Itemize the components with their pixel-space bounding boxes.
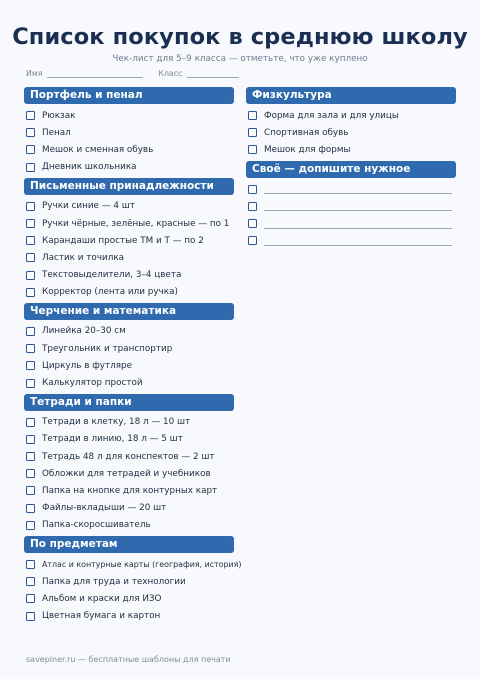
- checklist-item-label: Файлы-вкладыши — 20 шт: [42, 503, 167, 514]
- checklist-item-label: Калькулятор простой: [42, 378, 143, 389]
- checkbox[interactable]: [26, 521, 35, 530]
- checklist-item: [24, 323, 234, 340]
- checkbox[interactable]: [26, 435, 35, 444]
- right-column: [246, 87, 456, 251]
- sections_left-section-2: [24, 303, 234, 394]
- checkbox[interactable]: [26, 418, 35, 427]
- checkbox[interactable]: [26, 452, 35, 461]
- checkbox[interactable]: [26, 163, 35, 172]
- section-heading: Физкультура: [246, 87, 456, 104]
- sections_right-section-1: [246, 161, 456, 252]
- checkbox[interactable]: [26, 288, 35, 297]
- checklist-item-label: Карандаши простые ТМ и Т — по 2: [42, 235, 204, 246]
- checklist-item: [24, 141, 234, 158]
- checklist-item: [24, 232, 234, 249]
- sections_left-section-4: [24, 536, 242, 627]
- footer-note: savepiner.ru — бесплатные шаблоны для печати: [26, 655, 231, 664]
- checklist-item-label: Тетради в клетку, 18 л — 10 шт: [42, 417, 191, 428]
- checklist-item: [24, 556, 242, 573]
- checklist-item: [24, 590, 234, 607]
- blank-checklist-item: [246, 215, 456, 232]
- checkbox[interactable]: [26, 486, 35, 495]
- checkbox[interactable]: [248, 111, 257, 120]
- name-class-fields: [26, 69, 239, 78]
- checklist-item-label: Корректор (лента или ручка): [42, 287, 178, 298]
- checklist-item-label: Мешок и сменная обувь: [42, 144, 154, 155]
- checkbox[interactable]: [26, 344, 35, 353]
- checkbox[interactable]: [26, 219, 35, 228]
- section-heading: Черчение и математика: [24, 303, 234, 320]
- write-in-line[interactable]: [264, 201, 452, 211]
- checklist-item: [24, 448, 234, 465]
- checklist-item: [24, 284, 234, 301]
- checklist-item: [246, 107, 456, 124]
- checklist-item: [24, 500, 234, 517]
- checklist-item: [246, 141, 456, 158]
- checklist-item-label: Папка-скоросшиватель: [42, 520, 151, 531]
- checklist-item-label: Папка для труда и технологии: [42, 576, 186, 587]
- checklist-item: [24, 159, 234, 176]
- blank-checklist-item: [246, 198, 456, 215]
- checklist-item-label: Форма для зала и для улицы: [264, 110, 399, 121]
- checkbox[interactable]: [26, 128, 35, 137]
- page-subtitle: Чек-лист для 5–9 класса — отметьте, что уже куплено: [112, 54, 368, 64]
- section-heading: По предметам: [24, 536, 234, 553]
- checklist-item-label: Дневник школьника: [42, 162, 137, 173]
- checklist-item-label: Мешок для формы: [264, 144, 351, 155]
- checklist-item-label: Текстовыделители, 3–4 цвета: [42, 270, 182, 281]
- checklist-item: [24, 215, 234, 232]
- checklist-item-label: Пенал: [42, 127, 71, 138]
- sections_right-section-0: [246, 87, 456, 161]
- sections_left-section-0: [24, 87, 234, 178]
- blank-checklist-item: [246, 232, 456, 249]
- left-column: [24, 87, 242, 627]
- checklist-item-label: Цветная бумага и картон: [42, 611, 161, 622]
- checkbox[interactable]: [26, 560, 35, 569]
- checkbox[interactable]: [248, 128, 257, 137]
- checklist-item-label: Циркуль в футляре: [42, 360, 132, 371]
- sections_left-section-3: [24, 394, 234, 536]
- checkbox[interactable]: [26, 145, 35, 154]
- class-label: Класс: [158, 69, 183, 78]
- checkbox[interactable]: [248, 236, 257, 245]
- section-heading: Письменные принадлежности: [24, 178, 234, 195]
- class-field[interactable]: [187, 69, 239, 78]
- sections_left-section-1: [24, 178, 234, 303]
- checklist-item: [24, 107, 234, 124]
- checklist-item: [24, 124, 234, 141]
- checkbox[interactable]: [248, 145, 257, 154]
- section-heading: Тетради и папки: [24, 394, 234, 411]
- checklist-item: [24, 267, 234, 284]
- checkbox[interactable]: [26, 379, 35, 388]
- checklist-item: [24, 465, 234, 482]
- checklist-item-label: Атлас и контурные карты (география, история): [42, 560, 242, 570]
- checklist-item: [24, 414, 234, 431]
- blank-checklist-item: [246, 181, 456, 198]
- checklist-item: [24, 482, 234, 499]
- section-heading: Портфель и пенал: [24, 87, 234, 104]
- checklist-item-label: Спортивная обувь: [264, 127, 349, 138]
- checklist-item: [24, 608, 234, 625]
- checkbox[interactable]: [248, 185, 257, 194]
- page-title: Список покупок в среднюю школу: [12, 24, 468, 50]
- checklist-item: [24, 374, 234, 391]
- checklist-item: [24, 249, 234, 266]
- checklist-item: [24, 573, 234, 590]
- checkbox[interactable]: [248, 202, 257, 211]
- checkbox[interactable]: [26, 577, 35, 586]
- checklist-item: [246, 124, 456, 141]
- checkbox[interactable]: [26, 111, 35, 120]
- checkbox[interactable]: [26, 469, 35, 478]
- checklist-item-label: Ручки чёрные, зелёные, красные — по 1: [42, 218, 230, 229]
- write-in-line[interactable]: [264, 219, 452, 229]
- checkbox[interactable]: [26, 361, 35, 370]
- name-field[interactable]: [47, 69, 143, 78]
- checklist-item-label: Альбом и краски для ИЗО: [42, 593, 162, 604]
- checklist-item: [24, 357, 234, 374]
- checklist-item-label: Папка на кнопке для контурных карт: [42, 485, 218, 496]
- name-label: Имя: [26, 69, 43, 78]
- write-in-line[interactable]: [264, 236, 452, 246]
- checklist-item-label: Ручки синие — 4 шт: [42, 201, 135, 212]
- checklist-item-label: Треугольник и транспортир: [42, 343, 173, 354]
- checklist-item-label: Линейка 20–30 см: [42, 326, 126, 337]
- section-heading: Своё — допишите нужное: [246, 161, 456, 178]
- checkbox[interactable]: [26, 202, 35, 211]
- checkbox[interactable]: [26, 271, 35, 280]
- checklist-item-label: Обложки для тетрадей и учебников: [42, 468, 211, 479]
- checklist-item: [24, 340, 234, 357]
- checklist-item: [24, 517, 234, 534]
- checklist-item-label: Рюкзак: [42, 110, 76, 121]
- checkbox[interactable]: [26, 327, 35, 336]
- checkbox[interactable]: [26, 504, 35, 513]
- checkbox[interactable]: [26, 612, 35, 621]
- checklist-item-label: Тетради в линию, 18 л — 5 шт: [42, 434, 183, 445]
- checklist-item-label: Тетрадь 48 л для конспектов — 2 шт: [42, 451, 215, 462]
- checkbox[interactable]: [26, 594, 35, 603]
- write-in-line[interactable]: [264, 184, 452, 194]
- checkbox[interactable]: [26, 236, 35, 245]
- checkbox[interactable]: [248, 219, 257, 228]
- checkbox[interactable]: [26, 253, 35, 262]
- checklist-item: [24, 431, 234, 448]
- checklist-item: [24, 198, 234, 215]
- checklist-item-label: Ластик и точилка: [42, 252, 125, 263]
